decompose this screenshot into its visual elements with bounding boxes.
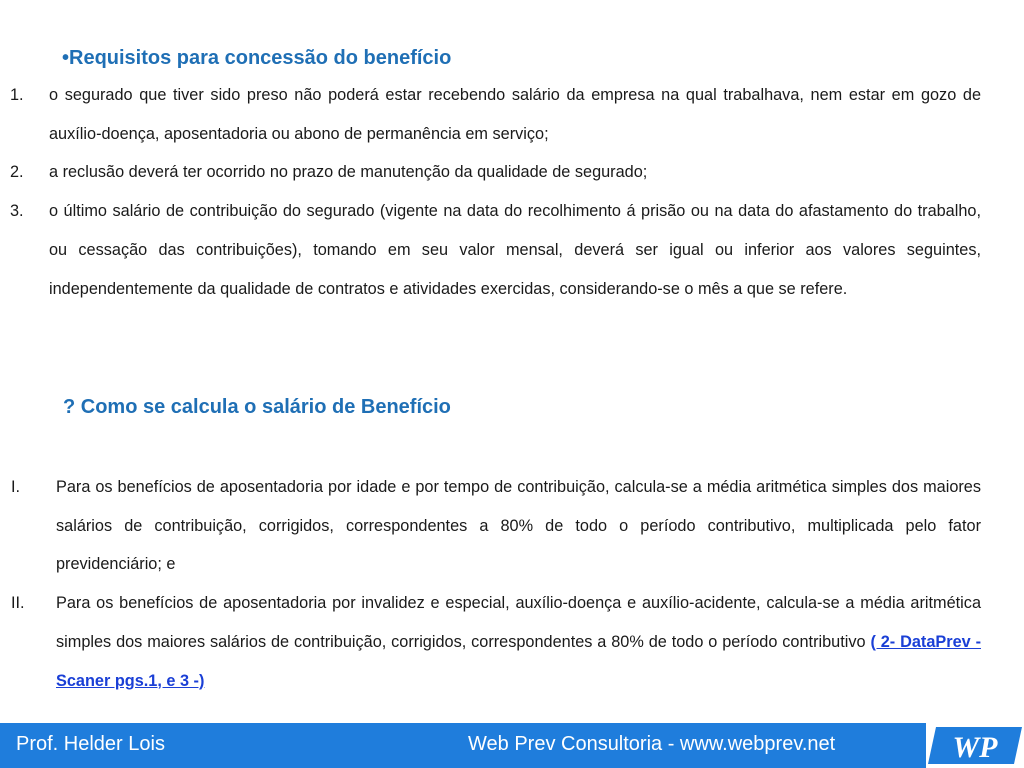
list-item	[10, 76, 981, 153]
list-item	[11, 584, 981, 700]
footer-bar	[0, 723, 926, 768]
item-number: 3.	[10, 202, 24, 221]
webprev-logo	[926, 723, 1024, 768]
dataprev-reference-link[interactable]: ( 2- DataPrev - Scaner pgs.1, e 3 -)	[56, 632, 981, 690]
list-item	[11, 468, 981, 584]
footer-company: Web Prev Consultoria - www.webprev.net	[468, 733, 836, 755]
item-number: II.	[11, 594, 25, 613]
item-number: 2.	[10, 163, 24, 182]
item-text: o segurado que tiver sido preso não poderá estar recebendo salário da empresa na qual trabalhava, nem estar em gozo de auxílio-doença, aposentadoria ou abono de permanência em serviço;	[49, 86, 981, 143]
item-text: o último salário de contribuição do segurado (vigente na data do recolhimento á prisão ou na data do afastamento do trabalho, ou cessação das contribuições), tomando em seu valor mensal, deverá ser igual ou inferior aos valores seguintes, independentemente da qualidade de contratos e atividades exercidas, considerando-se o mês a que se refere.	[49, 202, 981, 298]
calculation-list	[11, 468, 981, 700]
requirements-list	[10, 76, 981, 308]
item-number: I.	[11, 478, 21, 496]
logo-area	[926, 723, 1024, 768]
item-text: Para os benefícios de aposentadoria por invalidez e especial, auxílio-doença e auxílio-acidente, calcula-se a média aritmética simples dos maiores salários de contribuição, corrigidos, correspondentes a 80% de todo o período contributivo	[56, 594, 981, 651]
item-text: a reclusão deverá ter ocorrido no prazo de manutenção da qualidade de segurado;	[49, 163, 648, 182]
logo-text: WP	[952, 731, 998, 764]
requirements-heading: •Requisitos para concessão do benefício	[62, 47, 452, 69]
calculation-heading: ? Como se calcula o salário de Benefício	[63, 396, 451, 418]
list-item	[10, 153, 981, 192]
item-number: 1.	[10, 86, 24, 104]
footer-author: Prof. Helder Lois	[16, 733, 165, 755]
item-text: Para os benefícios de aposentadoria por idade e por tempo de contribuição, calcula-se a média aritmética simples dos maiores salários de contribuição, corrigidos, correspondentes a 80% de todo o período contributivo, multiplicada pelo fator previdenciário; e	[56, 478, 981, 574]
list-item	[10, 192, 981, 308]
